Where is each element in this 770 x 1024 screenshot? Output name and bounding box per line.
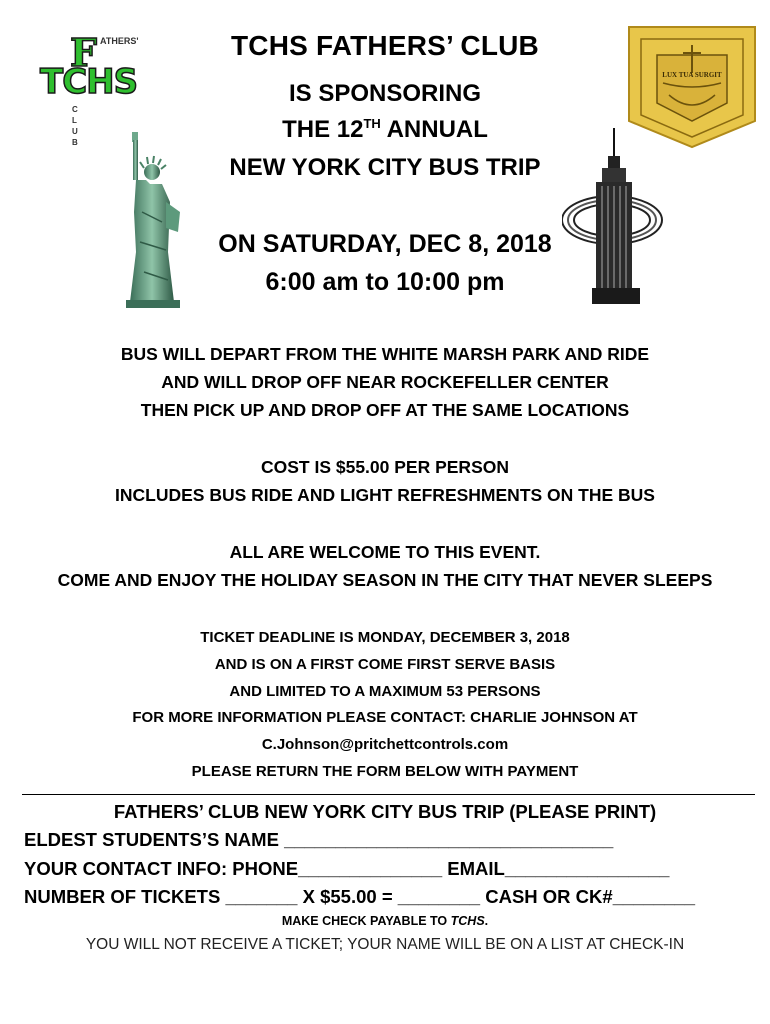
tickets-field[interactable]: _______	[225, 886, 298, 907]
total-field[interactable]: ________	[397, 886, 481, 907]
depart-line-2: AND WILL DROP OFF NEAR ROCKEFELLER CENTER	[161, 372, 609, 392]
event-time: 6:00 am to 10:00 pm	[265, 268, 505, 296]
email-label: EMAIL	[442, 858, 505, 879]
crest-motto-text: LUX TUA SURGIT	[662, 71, 722, 79]
student-name-label: ELDEST STUDENTS’S NAME	[24, 829, 279, 850]
welcome-line-2: COME AND ENJOY THE HOLIDAY SEASON IN THE CITY THAT NEVER SLEEPS	[57, 570, 713, 590]
check-in-notice: YOU WILL NOT RECEIVE A TICKET; YOUR NAME WILL BE ON A LIST AT CHECK-IN	[85, 936, 685, 953]
depart-line-3: THEN PICK UP AND DROP OFF AT THE SAME LOCATIONS	[140, 400, 630, 420]
annual-number: THE 12	[282, 116, 364, 143]
includes-line: INCLUDES BUS RIDE AND LIGHT REFRESHMENTS ON THE BUS	[115, 485, 655, 505]
logo-f-letter: F	[70, 30, 97, 75]
form-divider	[22, 794, 755, 795]
trip-name-line: NEW YORK CITY BUS TRIP	[229, 154, 541, 181]
phone-label: YOUR CONTACT INFO: PHONE	[24, 858, 299, 879]
deadline-line-3: AND LIMITED TO A MAXIMUM 53 PERSONS	[229, 683, 541, 700]
cost-line: COST IS $55.00 PER PERSON	[260, 457, 509, 477]
welcome-line-1: ALL ARE WELCOME TO THIS EVENT.	[229, 542, 541, 562]
student-name-field[interactable]: ________________________________	[284, 829, 614, 850]
tickets-label: NUMBER OF TICKETS	[24, 886, 226, 907]
return-form-line: PLEASE RETURN THE FORM BELOW WITH PAYMENT	[191, 763, 579, 780]
annual-word: ANNUAL	[380, 116, 488, 143]
annual-superscript: TH	[363, 116, 381, 131]
student-name-row	[24, 829, 613, 851]
tickets-row	[24, 886, 695, 908]
contact-email-link[interactable]: C.Johnson@pritchettcontrols.com	[261, 736, 509, 753]
logo-fathers-text: ATHERS'	[100, 36, 139, 46]
page-title: TCHS FATHERS’ CLUB	[231, 30, 539, 61]
sponsoring-line: IS SPONSORING	[288, 80, 482, 107]
cash-check-label: CASH OR CK#	[480, 886, 613, 907]
logo-tchs-text: TCHS	[40, 62, 138, 102]
deadline-line-2: AND IS ON A FIRST COME FIRST SERVE BASIS	[214, 656, 556, 673]
phone-field[interactable]: ______________	[298, 858, 443, 879]
logo-club-text: CLUB	[72, 105, 78, 147]
payable-note	[0, 914, 770, 928]
deadline-line-1: TICKET DEADLINE IS MONDAY, DECEMBER 3, 2018	[200, 629, 570, 646]
depart-line-1: BUS WILL DEPART FROM THE WHITE MARSH PARK AND RIDE	[120, 344, 650, 364]
payable-period: .	[484, 914, 489, 928]
price-text: X $55.00 =	[297, 886, 398, 907]
annual-line	[0, 116, 770, 144]
payable-text: MAKE CHECK PAYABLE TO	[281, 914, 451, 928]
email-field[interactable]: ________________	[504, 858, 670, 879]
form-title: FATHERS’ CLUB NEW YORK CITY BUS TRIP (PLEASE PRINT)	[113, 801, 657, 822]
payable-name: TCHS	[450, 914, 485, 928]
cash-check-field[interactable]: ________	[612, 886, 696, 907]
contact-line: FOR MORE INFORMATION PLEASE CONTACT: CHARLIE JOHNSON AT	[132, 709, 638, 726]
contact-info-row	[24, 858, 669, 880]
event-date: ON SATURDAY, DEC 8, 2018	[218, 230, 552, 258]
